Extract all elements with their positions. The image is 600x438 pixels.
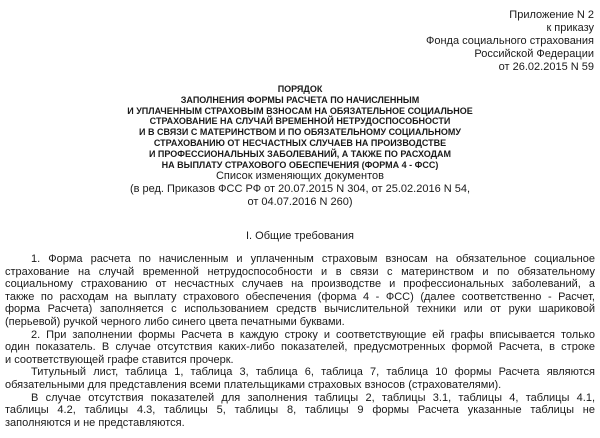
body-line: страхование на случай временной нетрудоспособности и в связи с материнством и по обязательному (5, 265, 595, 278)
body-line: и соответствующей графе ставится прочерк. (5, 353, 234, 366)
title-line: И В СВЯЗИ С МАТЕРИНСТВОМ И ПО ОБЯЗАТЕЛЬНОМУ СОЦИАЛЬНОМУ (139, 127, 461, 138)
title-line: И УПЛАЧЕННЫМ СТРАХОВЫМ ВЗНОСАМ НА ОБЯЗАТЕЛЬНОЕ СОЦИАЛЬНОЕ (127, 105, 473, 116)
title-line: ЗАПОЛНЕНИЯ ФОРМЫ РАСЧЕТА ПО НАЧИСЛЕННЫМ (180, 94, 420, 105)
body-line: также по расходам на выплату страхового обеспечения (форма 4 - ФСС) (далее соответственно - Расчет, (5, 290, 595, 303)
body-line: форма Расчета) заполняется с использованием средств вычислительной техники или от руки шариковой (5, 303, 595, 316)
appendix-line: от 26.02.2015 N 59 (498, 61, 594, 73)
title-line: И ПРОФЕССИОНАЛЬНЫХ ЗАБОЛЕВАНИЙ, А ТАКЖЕ ПО РАСХОДАМ (148, 148, 452, 159)
title-line: НА ВЫПЛАТУ СТРАХОВОГО ОБЕСПЕЧЕНИЯ (ФОРМА 4 - ФСС) (161, 159, 439, 170)
body-line: 1. Форма расчета по начисленным и уплаченным страховым взносам на обязательное социальное (31, 253, 595, 265)
body-line: заполняются и не представляются. (5, 416, 185, 429)
appendix-block (426, 9, 594, 74)
appendix-line: Фонда социального страхования (425, 35, 594, 47)
title-line: СТРАХОВАНИЕ НА СЛУЧАЙ ВРЕМЕННОЙ НЕТРУДОСПОСОБНОСТИ (149, 116, 451, 127)
title-line: СТРАХОВАНИЮ ОТ НЕСЧАСТНЫХ СЛУЧАЕВ НА ПРОИЗВОДСТВЕ (153, 137, 447, 148)
document-title-block (0, 84, 600, 209)
body-line: В случае отсутствия показателей для заполнения таблицы 2, таблицы 3.1, таблицы 4, таблицы 4.1, (31, 391, 595, 404)
body-line: обязательными для представления всеми плательщиками страховых взносов (страхователями). (5, 378, 502, 391)
section-heading: I. Общие требования (246, 230, 354, 242)
body-line: таблицы 4.2, таблицы 4.3, таблицы 5, таблицы 8, таблицы 9 формы Расчета указанные таблицы не (5, 404, 595, 417)
body-line: Титульный лист, таблица 1, таблица 3, таблица 6, таблица 7, таблица 10 формы Расчета являются (31, 366, 595, 379)
appendix-line: Российской Федерации (474, 48, 594, 60)
title-line: ПОРЯДОК (277, 84, 323, 94)
body-line: один показатель. В случае отсутствия каких-либо показателей, предусмотренных формой Расчета, в строке (5, 341, 595, 354)
body-text (5, 253, 595, 429)
appendix-line: к приказу (546, 22, 594, 34)
body-line: (перьевой) ручкой черного либо синего цвета печатными буквами. (5, 315, 345, 328)
body-line: социальному страхованию от несчастных случаев на производстве и профессиональных заболеваний, а (5, 278, 595, 291)
appendix-line: Приложение N 2 (509, 9, 594, 21)
changes-heading: Список изменяющих документов (215, 170, 385, 183)
changes-line: от 04.07.2016 N 260) (247, 196, 353, 209)
changes-line: (в ред. Приказов ФСС РФ от 20.07.2015 N 304, от 25.02.2016 N 54, (129, 183, 471, 196)
body-line: 2. При заполнении формы Расчета в каждую строку и соответствующие ей графы вписывается только (31, 328, 595, 341)
